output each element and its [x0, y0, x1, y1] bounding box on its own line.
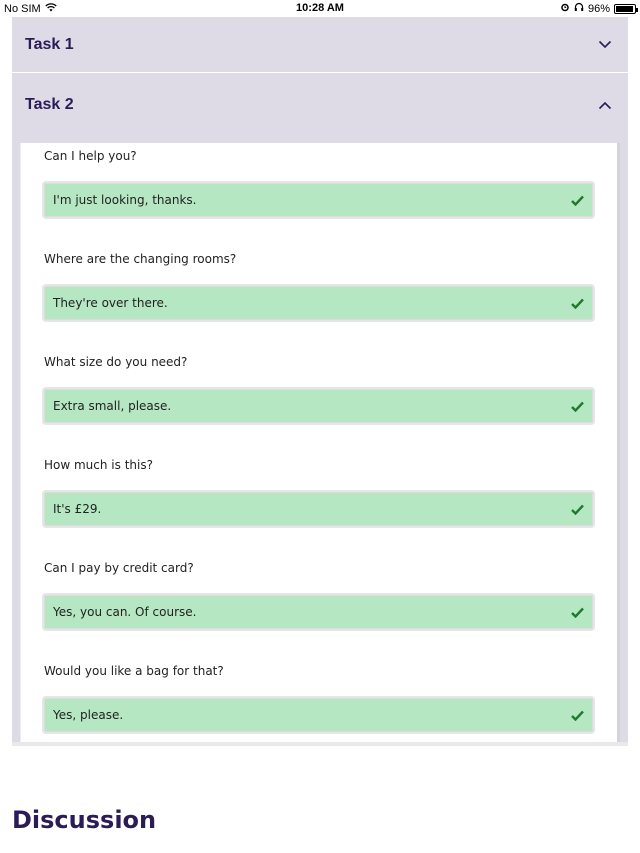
answer-box[interactable] [44, 698, 593, 732]
checkmark-icon [570, 708, 584, 722]
panel-bottom-edge [12, 742, 628, 746]
qa-item [44, 143, 593, 246]
answer-text: They're over there. [53, 296, 168, 310]
answer-text: Yes, please. [53, 708, 124, 722]
answer-text: I'm just looking, thanks. [53, 193, 197, 207]
discussion-heading: Discussion [12, 806, 157, 834]
carrier-label: No SIM [4, 2, 41, 15]
answer-box[interactable] [44, 183, 593, 217]
answer-box[interactable] [44, 595, 593, 629]
task-accordion [12, 17, 628, 746]
qa-item [44, 658, 593, 742]
battery-percent: 96% [587, 2, 610, 15]
answer-text: Extra small, please. [53, 399, 172, 413]
qa-item [44, 349, 593, 452]
checkmark-icon [570, 605, 584, 619]
question-text: Where are the changing rooms? [44, 252, 237, 266]
question-text: Can I pay by credit card? [44, 561, 194, 575]
clock: 10:28 AM [296, 2, 344, 14]
answer-box[interactable] [44, 389, 593, 423]
chevron-up-icon[interactable] [598, 98, 612, 112]
qa-item [44, 246, 593, 349]
question-text: What size do you need? [44, 355, 188, 369]
battery-icon [614, 4, 636, 14]
qa-item [44, 452, 593, 555]
qa-item [44, 555, 593, 658]
question-text: How much is this? [44, 458, 153, 472]
headphones-icon [574, 2, 584, 15]
chevron-down-icon[interactable] [598, 38, 612, 52]
checkmark-icon [570, 399, 584, 413]
task-1-header[interactable] [12, 17, 628, 73]
checkmark-icon [570, 296, 584, 310]
answer-text: Yes, you can. Of course. [53, 605, 197, 619]
task-2-panel [12, 137, 628, 742]
battery-fill [616, 6, 633, 12]
checkmark-icon [570, 193, 584, 207]
answer-box[interactable] [44, 286, 593, 320]
status-bar [0, 0, 640, 17]
answer-box[interactable] [44, 492, 593, 526]
status-right [560, 2, 636, 15]
question-text: Can I help you? [44, 149, 137, 163]
task-1-title: Task 1 [25, 35, 74, 53]
question-text: Would you like a bag for that? [44, 664, 224, 678]
alarm-icon [560, 2, 570, 15]
task-2-content[interactable] [20, 143, 620, 742]
answer-text: It's £29. [53, 502, 102, 516]
task-2-header[interactable] [12, 73, 628, 137]
task-2-title: Task 2 [25, 96, 74, 113]
checkmark-icon [570, 502, 584, 516]
